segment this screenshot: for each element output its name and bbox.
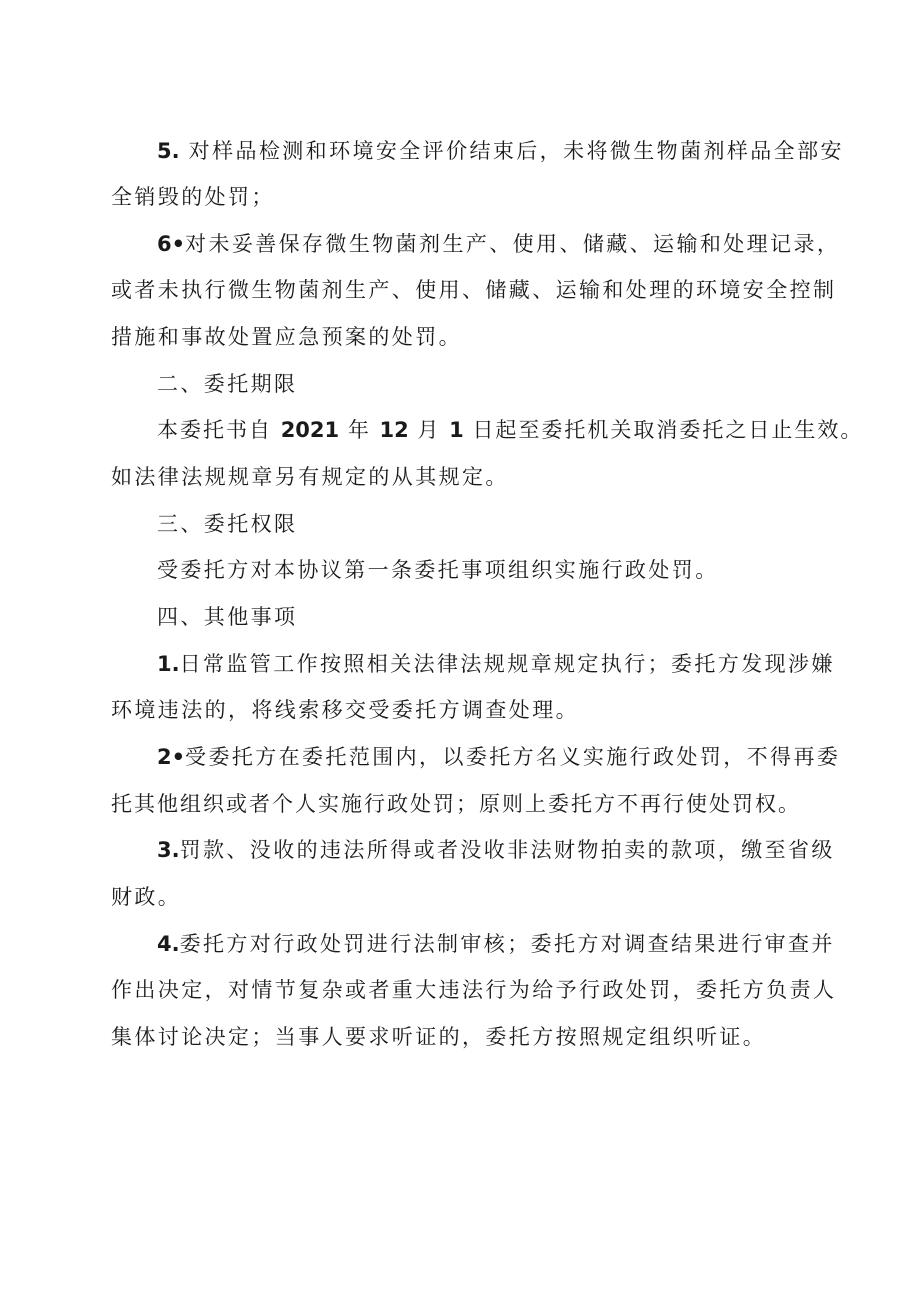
section-2-month: 12 — [379, 418, 409, 442]
item-6-continuation-1: 或者未执行微生物菌剂生产、使用、储藏、运输和处理的环境安全控制 — [111, 278, 837, 302]
item-5-continuation: 全销毁的处罚； — [111, 185, 275, 209]
section-2-year: 2021 — [280, 418, 340, 442]
section-3-heading: 三、委托权限 — [157, 512, 298, 536]
section-2-continuation: 如法律法规规章另有规定的从其规定。 — [111, 465, 509, 489]
section-4-item-4-text: 委托方对行政处罚进行法制审核；委托方对调查结果进行审查并 — [179, 932, 835, 956]
section-4-item-2-line — [157, 743, 840, 771]
section-2-text-month: 月 — [417, 418, 441, 442]
section-4-item-4-line — [157, 930, 835, 958]
section-4-item-1-text: 日常监管工作按照相关法律法规规章规定执行；委托方发现涉嫌 — [179, 652, 835, 676]
section-2-day: 1 — [449, 418, 464, 442]
item-6-text: 对未妥善保存微生物菌剂生产、使用、储藏、运输和处理记录， — [185, 232, 841, 256]
section-2-text-post: 日起至委托机关取消委托之日止生效。 — [472, 418, 864, 442]
section-4-item-2-continuation: 托其他组织或者个人实施行政处罚；原则上委托方不再行使处罚权。 — [111, 792, 801, 816]
item-5-text: 对样品检测和环境安全评价结束后，未将微生物菌剂样品全部安 — [179, 139, 844, 163]
section-4-item-3-line — [157, 836, 835, 864]
item-5-line — [157, 137, 844, 165]
section-4-item-1-number: 1. — [157, 652, 180, 676]
section-2-paragraph — [157, 416, 863, 444]
section-2-text-year: 年 — [347, 418, 371, 442]
item-6-continuation-2: 措施和事故处置应急预案的处罚。 — [111, 325, 462, 349]
section-2-heading: 二、委托期限 — [157, 372, 298, 396]
item-6-number: 6• — [157, 232, 186, 256]
section-4-item-2-text: 受委托方在委托范围内，以委托方名义实施行政处罚，不得再委 — [185, 745, 841, 769]
item-6-line — [157, 230, 840, 258]
section-3-text: 受委托方对本协议第一条委托事项组织实施行政处罚。 — [157, 558, 719, 582]
section-4-item-3-number: 3. — [157, 838, 180, 862]
section-4-item-4-continuation-1: 作出决定，对情节复杂或者重大违法行为给予行政处罚，委托方负责人 — [111, 978, 837, 1002]
section-4-item-4-number: 4. — [157, 932, 180, 956]
section-4-item-3-text: 罚款、没收的违法所得或者没收非法财物拍卖的款项，缴至省级 — [179, 838, 835, 862]
section-4-item-1-continuation: 环境违法的，将线索移交受委托方调查处理。 — [111, 698, 579, 722]
section-4-item-1-line — [157, 650, 835, 678]
section-2-text-pre: 本委托书自 — [157, 418, 272, 442]
item-5-number: 5. — [157, 139, 180, 163]
section-4-heading: 四、其他事项 — [157, 605, 298, 629]
section-4-item-2-number: 2• — [157, 745, 186, 769]
section-4-item-3-continuation: 财政。 — [111, 885, 182, 909]
section-4-item-4-continuation-2: 集体讨论决定；当事人要求听证的，委托方按照规定组织听证。 — [111, 1025, 767, 1049]
